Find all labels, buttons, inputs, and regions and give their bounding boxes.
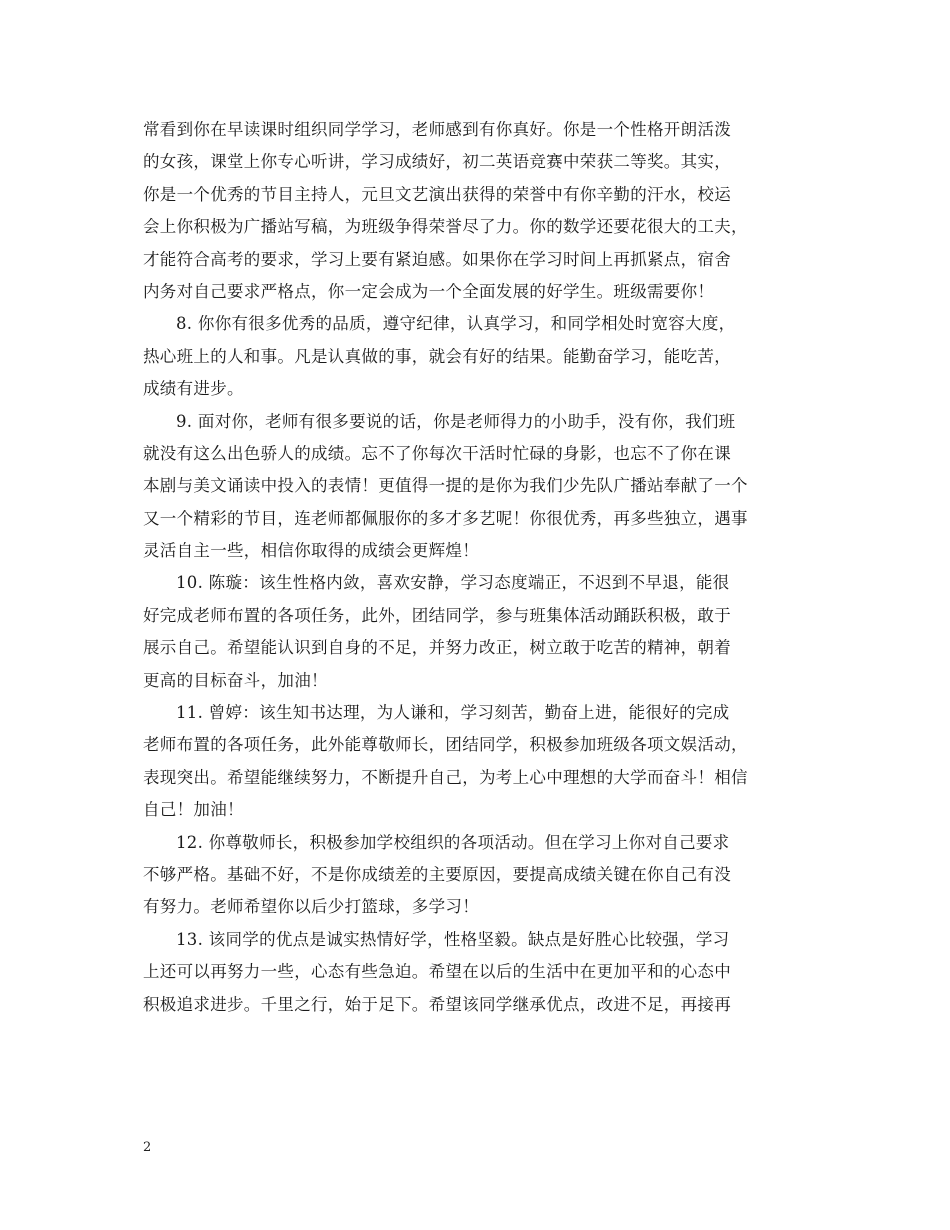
text-line: 自己！加油！ (143, 800, 244, 820)
text-line: 上还可以再努力一些，心态有些急迫。希望在以后的生活中在更加平和的心态中 (143, 962, 731, 982)
text-line: 不够严格。基础不好，不是你成绩差的主要原因，要提高成绩关键在你自己有没 (143, 864, 731, 884)
text-line: 热心班上的人和事。凡是认真做的事，就会有好的结果。能勤奋学习，能吃苦， (143, 346, 731, 366)
document-body (143, 114, 813, 1021)
text-line: 的女孩，课堂上你专心听讲，学习成绩好，初二英语竞赛中荣获二等奖。其实， (143, 152, 731, 172)
text-line: 就没有这么出色骄人的成绩。忘不了你每次干活时忙碌的身影，也忘不了你在课 (143, 443, 731, 463)
page-number: 2 (143, 1140, 152, 1155)
text-line: 你是一个优秀的节目主持人，元旦文艺演出获得的荣誉中有你辛勤的汗水，校运 (143, 184, 731, 204)
text-line: 8. 你你有很多优秀的品质，遵守纪律，认真学习，和同学相处时宽容大度， (176, 314, 736, 334)
text-line: 10. 陈璇：该生性格内敛，喜欢安静，学习态度端正，不迟到不早退，能很 (176, 573, 730, 593)
text-line: 会上你积极为广播站写稿，为班级争得荣誉尽了力。你的数学还要花很大的工夫， (143, 217, 748, 237)
text-line: 常看到你在早读课时组织同学学习，老师感到有你真好。你是一个性格开朗活泼 (143, 120, 731, 139)
text-line: 更高的目标奋斗，加油！ (143, 670, 328, 690)
text-line: 又一个精彩的节目，连老师都佩服你的多才多艺呢！你很优秀，再多些独立，遇事 (143, 508, 748, 528)
text-line: 12. 你尊敬师长，积极参加学校组织的各项活动。但在学习上你对自己要求 (176, 832, 730, 852)
text-line: 好完成老师布置的各项任务，此外，团结同学，参与班集体活动踊跃积极，敢于 (143, 605, 731, 625)
text-line: 积极追求进步。千里之行，始于足下。希望该同学继承优点，改进不足，再接再 (143, 994, 731, 1014)
text-line: 成绩有进步。 (143, 379, 244, 399)
text-line: 表现突出。希望能继续努力，不断提升自己，为考上心中理想的大学而奋斗！相信 (143, 767, 748, 787)
text-line: 本剧与美文诵读中投入的表情！更值得一提的是你为我们少先队广播站奉献了一个 (143, 476, 748, 496)
text-line: 9. 面对你，老师有很多要说的话，你是老师得力的小助手，没有你，我们班 (176, 411, 736, 431)
text-line: 灵活自主一些，相信你取得的成绩会更辉煌！ (143, 541, 479, 561)
text-line: 有努力。老师希望你以后少打篮球，多学习！ (143, 897, 479, 917)
text-line: 老师布置的各项任务，此外能尊敬师长，团结同学，积极参加班级各项文娱活动， (143, 735, 748, 755)
text-line: 才能符合高考的要求，学习上要有紧迫感。如果你在学习时间上再抓紧点，宿舍 (143, 249, 731, 269)
text-line: 13. 该同学的优点是诚实热情好学，性格坚毅。缺点是好胜心比较强，学习 (176, 929, 730, 949)
text-line: 内务对自己要求严格点，你一定会成为一个全面发展的好学生。班级需要你！ (143, 281, 715, 301)
text-line: 11. 曾婷：该生知书达理，为人谦和，学习刻苦，勤奋上进，能很好的完成 (176, 703, 730, 723)
text-line: 展示自己。希望能认识到自身的不足，并努力改正，树立敢于吃苦的精神，朝着 (143, 638, 731, 658)
